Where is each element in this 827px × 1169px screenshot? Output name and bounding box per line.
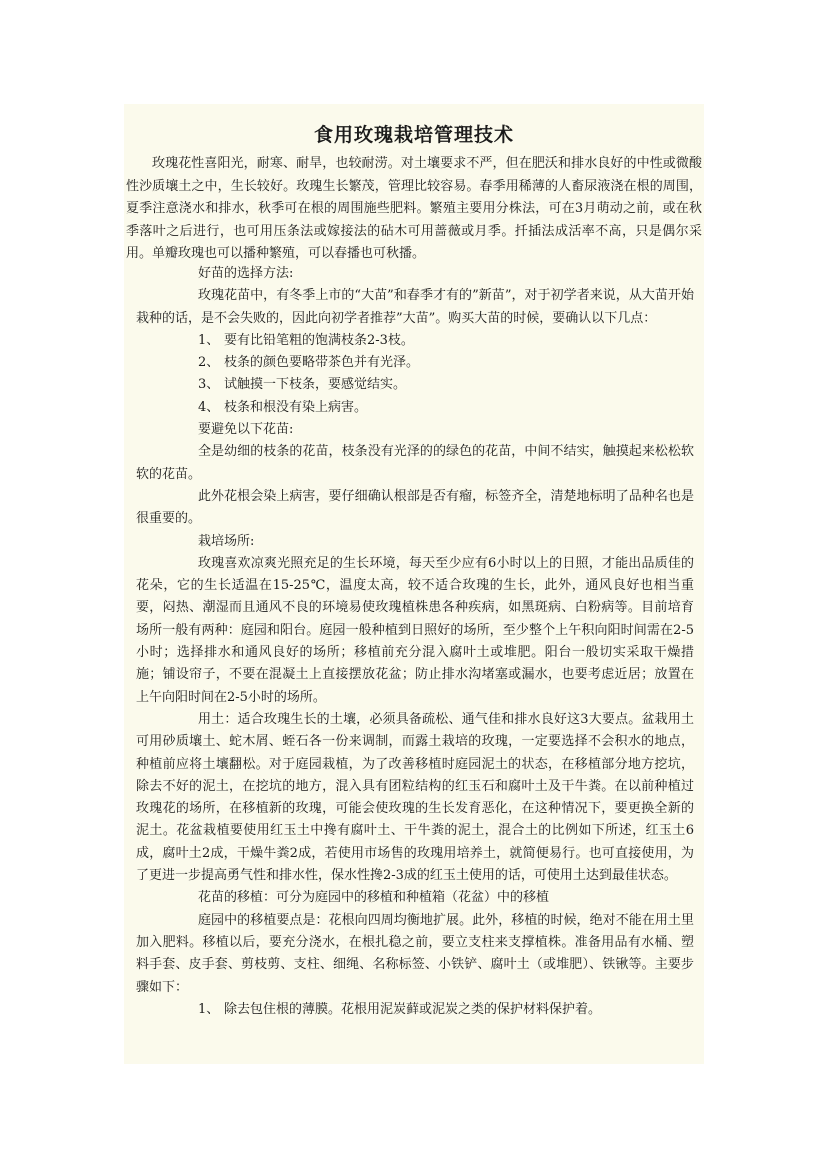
avoid-paragraph: 全是幼细的枝条的花苗，枝条没有光泽的的绿色的花苗，中间不结实，触摸起来松松软软的花苗。	[136, 444, 694, 482]
intro-paragraph: 玫瑰花性喜阳光，耐寒、耐旱，也较耐涝。对土壤要求不严，但在肥沃和排水良好的中性或微酸性沙质壤土之中，生长较好。玫瑰生长繁茂，管理比较容易。春季用稀薄的人畜尿液浇在根的周围，夏季注意浇水和排水，秋季可在根的周围施些肥料。繁殖主要用分株法，可在3月萌动之前，或在秋季落叶之后进行，也可用压条法或嫁接法的砧木可用蔷薇或月季。扦插法成活率不高，只是偶尔采用。单瓣玫瑰也可以播种繁殖，可以春播也可秋播。	[126, 156, 702, 261]
checklist-item-number: 3、	[198, 377, 220, 393]
step-item-number: 1、	[198, 1001, 220, 1017]
checklist-item-number: 1、	[198, 332, 220, 348]
seedling-paragraph: 玫瑰花苗中，有冬季上市的“大苗”和春季才有的”新苗”，对于初学者来说，从大苗开始栽种的话，是不会失败的，因此向初学者推荐”大苗”。购买大苗的时候，要确认以下几点：	[136, 288, 694, 326]
checklist-item-text: 试触摸一下枝条，要感觉结实。	[224, 377, 407, 393]
site-heading: 栽培场所:	[198, 533, 255, 549]
checklist-item-text: 枝条和根没有染上病害。	[224, 399, 368, 415]
avoid-heading: 要避免以下花苗:	[198, 422, 294, 438]
body-block	[124, 261, 704, 1064]
checklist-item-text: 要有比铅笔粗的饱满枝条2-3枝。	[224, 332, 414, 348]
transplant-paragraph: 庭园中的移植要点是：花根向四周均衡地扩展。此外，移植的时候，绝对不能在用土里加入肥料。移植以后，要充分浇水，在根扎稳之前，要立支柱来支撑植株。准备用品有水桶、塑料手套、皮手套、剪枝剪、支柱、细绳、名称标签、小铁铲、腐叶土（或堆肥）、铁锹等。主要步骤如下：	[136, 912, 694, 995]
step-item	[136, 999, 694, 1021]
checklist-item-text: 枝条的颜色要略带茶色并有光泽。	[224, 355, 420, 371]
transplant-heading: 花苗的移植：可分为庭园中的移植和种植箱（花盆）中的移植	[198, 890, 550, 906]
soil-paragraph: 用土：适合玫瑰生长的土壤，必须具备疏松、通气佳和排水良好这3大要点。盆栽用土可用砂质壤土、蛇木屑、蛭石各一份来调制，而露土栽培的玫瑰，一定要选择不会积水的地点，种植前应将土壤翻松。对于庭园栽植，为了改善移植时庭园泥土的状态，在移植部分地方挖坑，除去不好的泥土，在挖坑的地方，混入具有团粒结构的红玉石和腐叶土及干牛粪。在以前种植过玫瑰花的场所，在移植新的玫瑰，可能会使玫瑰的生长发育恶化，在这种情况下，要更换全新的泥土。花盆栽植要使用红玉土中搀有腐叶土、干牛粪的泥土，混合土的比例如下所述，红玉土6成，腐叶土2成，干燥牛粪2成，若使用市场售的玫瑰用培养土，就简便易行。也可直接使用，为了更进一步提高勇气性和排水性，保水性搀2-3成的红玉土使用的话，可使用土达到最佳状态。	[136, 711, 694, 884]
checklist-item	[136, 330, 694, 352]
checklist-item	[136, 352, 694, 374]
step-item-text: 除去包住根的薄膜。花根用泥炭藓或泥炭之类的保护材料保护着。	[224, 1001, 602, 1017]
title-intro-block	[124, 104, 704, 261]
checklist-item-number: 2、	[198, 355, 220, 371]
label-paragraph: 此外花根会染上病害，要仔细确认根部是否有瘤，标签齐全，清楚地标明了品种名也是很重要的。	[136, 488, 694, 527]
document-title: 食用玫瑰栽培管理技术	[313, 124, 514, 146]
checklist-item	[136, 374, 694, 396]
seedling-heading: 好苗的选择方法:	[198, 266, 294, 281]
checklist-item	[136, 397, 694, 419]
checklist-item-number: 4、	[198, 399, 220, 415]
site-paragraph: 玫瑰喜欢凉爽光照充足的生长环境，每天至少应有6小时以上的日照，才能出品质佳的花朵，它的生长适温在15-25℃，温度太高，较不适合玫瑰的生长，此外，通风良好也相当重要，闷热、潮湿而且通风不良的环境易使玫瑰植株患各种疾病，如黑斑病、白粉病等。目前培育场所一般有两种：庭园和阳台。庭园一般种植到日照好的场所，至少整个上午积向阳时间需在2-5小时；选择排水和通风良好的场所；移植前充分混入腐叶土或堆肥。阳台一般切实采取干燥措施；铺设帘子，不要在混凝土上直接摆放花盆；防止排水沟堵塞或漏水，也要考虑近居；放置在上午向阳时间在2-5小时的场所。	[136, 555, 694, 705]
